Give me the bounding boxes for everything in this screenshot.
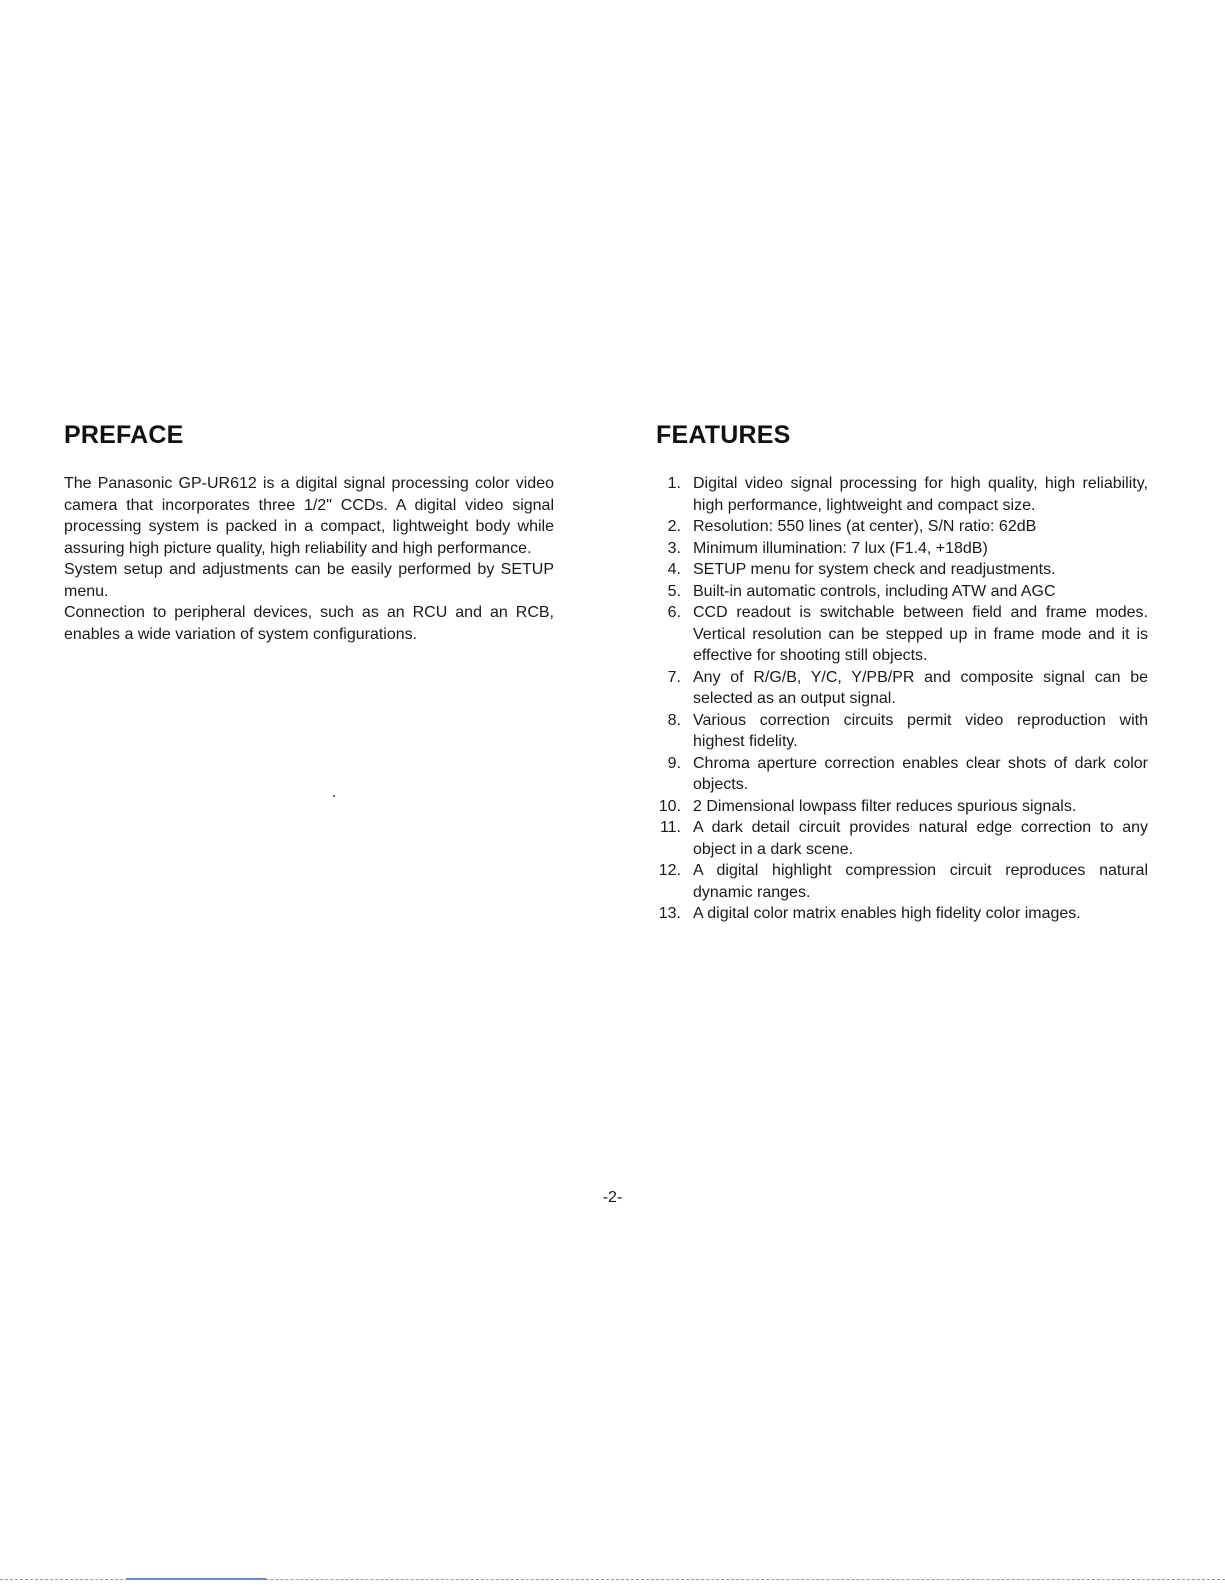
feature-text: A digital highlight compression circuit reproduces natural dynamic ranges. — [693, 862, 1148, 901]
feature-text: SETUP menu for system check and readjustments. — [693, 561, 1056, 578]
feature-number: 12. — [658, 862, 681, 879]
feature-item — [656, 559, 1148, 581]
feature-text: Built-in automatic controls, including ATW and AGC — [693, 582, 1056, 600]
feature-item — [656, 710, 1148, 753]
scan-speck — [333, 795, 335, 797]
feature-number: 8. — [667, 711, 681, 729]
feature-text: A dark detail circuit provides natural edge correction to any object in a dark scene. — [693, 819, 1148, 858]
feature-item — [656, 516, 1148, 538]
feature-text: A digital color matrix enables high fidelity color images. — [693, 905, 1081, 922]
feature-item — [656, 860, 1148, 903]
feature-text: Any of R/G/B, Y/C, Y/PB/PR and composite signal can be selected as an output signal. — [693, 668, 1148, 707]
feature-item — [656, 473, 1148, 516]
feature-text: Resolution: 550 lines (at center), S/N ratio: 62dB — [693, 518, 1037, 535]
feature-number: 5. — [667, 582, 681, 600]
feature-text: Chroma aperture correction enables clear shots of dark color objects. — [693, 754, 1148, 793]
preface-paragraph: Connection to peripheral devices, such as an RCU and an RCB, enables a wide variation of system configurations. — [64, 604, 554, 643]
feature-number: 9. — [667, 754, 681, 772]
preface-body — [64, 473, 554, 645]
feature-item — [656, 817, 1148, 860]
feature-text: Various correction circuits permit video reproduction with highest fidelity. — [693, 711, 1148, 750]
feature-number: 10. — [658, 797, 681, 815]
feature-text: Minimum illumination: 7 lux (F1.4, +18dB) — [693, 539, 988, 557]
features-list — [656, 473, 1148, 925]
scan-edge-mark — [126, 1578, 266, 1580]
feature-number: 7. — [667, 668, 681, 686]
feature-number: 11. — [659, 819, 681, 836]
preface-heading: PREFACE — [64, 421, 184, 449]
preface-paragraph: System setup and adjustments can be easily performed by SETUP menu. — [64, 561, 554, 600]
feature-item — [656, 581, 1148, 603]
feature-item — [656, 602, 1148, 667]
feature-number: 1. — [667, 475, 681, 492]
features-heading: FEATURES — [656, 421, 791, 449]
feature-text: Digital video signal processing for high quality, high reliability, high performance, lightweight and compact size. — [693, 475, 1148, 514]
feature-number: 4. — [667, 561, 681, 578]
feature-number: 3. — [667, 539, 681, 557]
preface-paragraph: The Panasonic GP-UR612 is a digital signal processing color video camera that incorporates three 1/2" CCDs. A digital video signal processing system is packed in a compact, lightweight body while assuring high picture quality, high reliability and high performance. — [64, 475, 554, 557]
feature-item — [656, 796, 1148, 818]
feature-item — [656, 538, 1148, 560]
feature-number: 13. — [658, 905, 681, 922]
feature-item — [656, 903, 1148, 925]
feature-item — [656, 667, 1148, 710]
feature-number: 2. — [667, 518, 681, 535]
page-number: -2- — [602, 1189, 623, 1206]
feature-text: CCD readout is switchable between field and frame modes. Vertical resolution can be stepped up in frame mode and it is effective for shooting still objects. — [693, 604, 1148, 664]
feature-number: 6. — [667, 604, 681, 621]
feature-text: 2 Dimensional lowpass filter reduces spurious signals. — [693, 797, 1077, 815]
feature-item — [656, 753, 1148, 796]
